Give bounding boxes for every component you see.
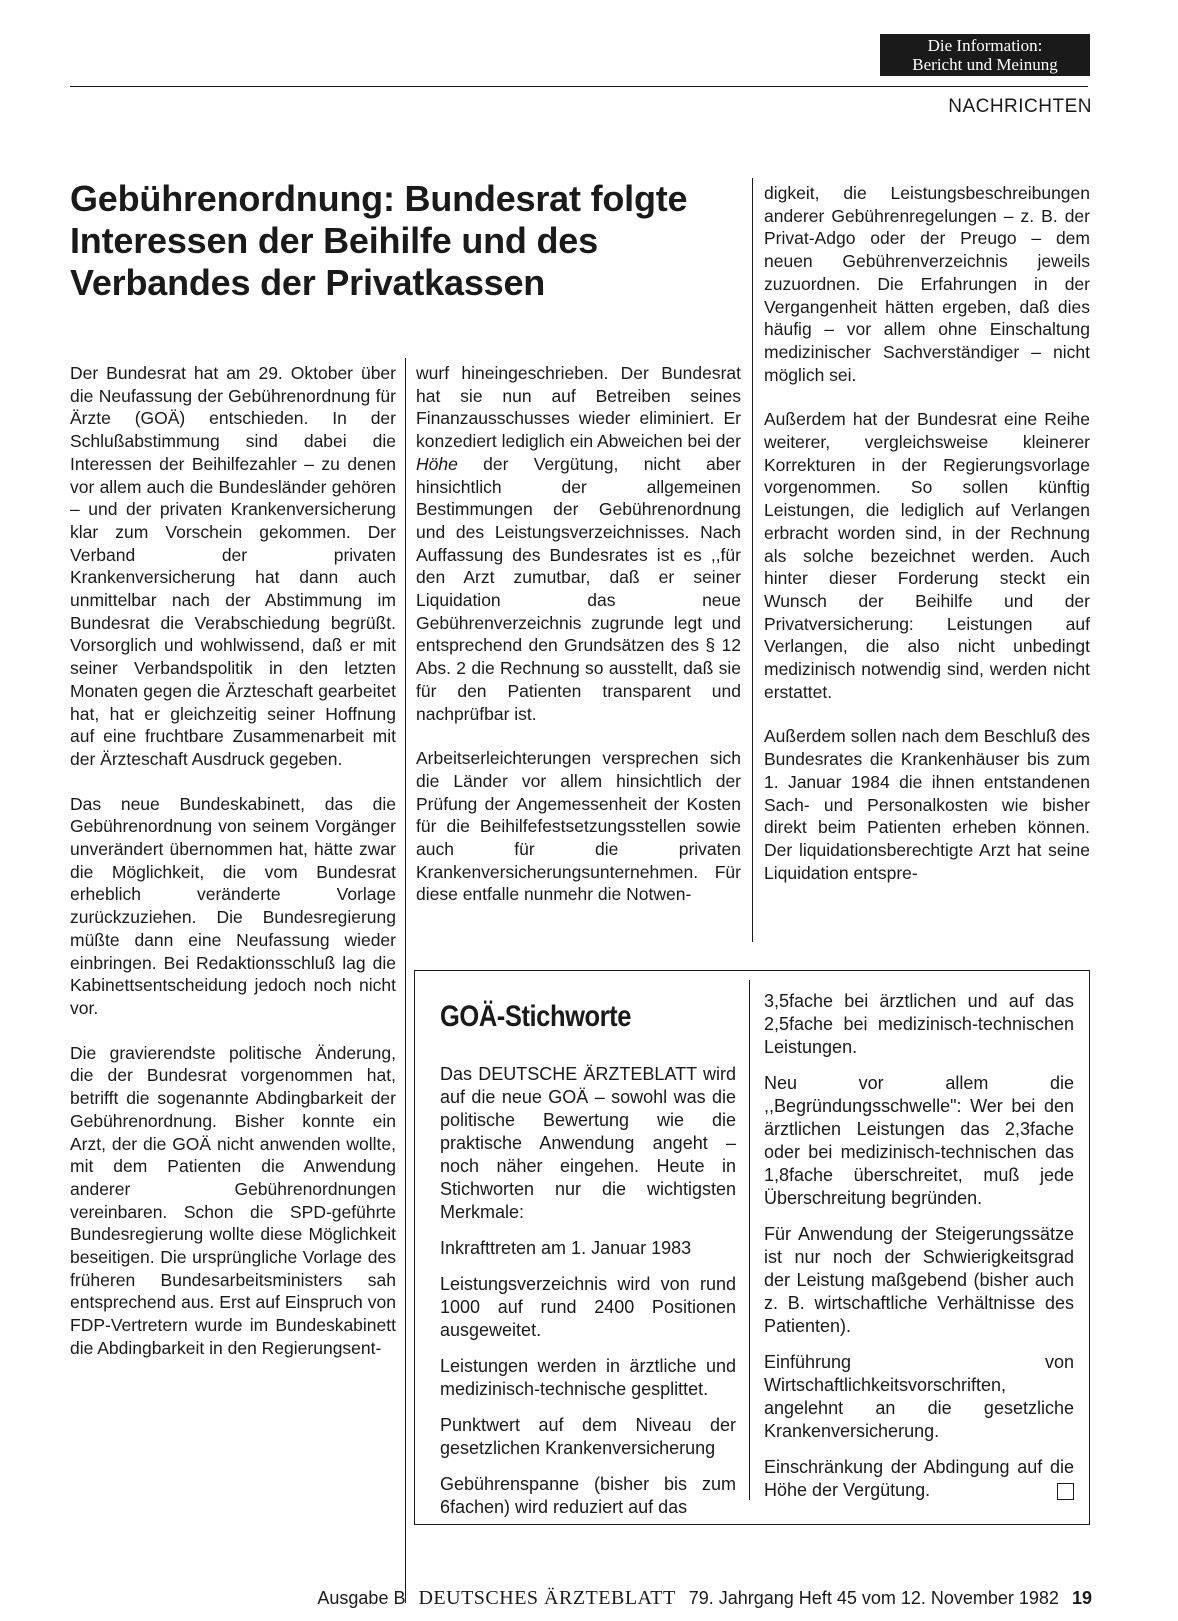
info-box-divider xyxy=(749,980,750,1500)
paragraph: Das neue Bundeskabinett, das die Gebührenordnung von seinem Vorgänger unverändert übernommen hat, hätte zwar die Möglichkeit, die vom Bundesrat erheblich veränderte Vorlage zurückzuziehen. Die Bundesregierung müßte dann eine Neufassung wieder einbringen. Bei Redaktionsschluß lag die Kabinettsentscheidung jedoch noch nicht vor. xyxy=(70,793,396,1018)
paragraph: Außerdem hat der Bundesrat eine Reihe weiterer, vergleichsweise kleinerer Korrekturen in der Regierungsvorlage vorgenommen. So sollen künftig Leistungen, die lediglich auf Verlangen erbracht worden sind, in der Rechnung als solche bezeichnet werden. Auch hinter dieser Forderung steckt ein Wunsch der Beihilfe und der Privatversicherung: Leistungen auf Verlangen, die also nicht unbedingt medizinisch notwendig sind, werden nicht erstattet. xyxy=(764,409,1090,702)
box-item: Inkrafttreten am 1. Januar 1983 xyxy=(440,1238,692,1258)
box-last-item-text: Einschränkung der Abdingung auf die Höhe der Vergütung. xyxy=(764,1457,1074,1500)
box-item: Das DEUTSCHE ÄRZTEBLATT wird auf die neue GOÄ – sowohl was die politische Bewertung wie die praktische Anwendung angeht – noch näher eingehen. Heute in Stichworten nur die wichtigsten Merkmale: xyxy=(440,1064,736,1222)
article-title: Gebührenordnung: Bundesrat folgte Interessen der Beihilfe und des Verbandes der Privatkassen xyxy=(70,178,688,303)
info-box-column-2 xyxy=(764,990,1074,1515)
category-tag-line1: Die Information: xyxy=(927,36,1043,55)
top-rule xyxy=(70,86,1088,87)
article-column-3 xyxy=(764,182,1090,906)
info-box-title: GOÄ-Stichworte xyxy=(440,1000,631,1033)
footer-edition: Ausgabe B xyxy=(317,1588,406,1608)
box-item: Leistungen werden in ärztliche und medizinisch-technische gesplittet. xyxy=(440,1356,736,1399)
paragraph: Außerdem sollen nach dem Beschluß des Bundesrates die Krankenhäuser bis zum 1. Januar 1984 die ihnen entstandenen Sach- und Personalkosten wie bisher direkt beim Patienten erheben können. Der liquidationsberechtigte Arzt hat seine Liquidation entspre- xyxy=(764,726,1090,883)
paragraph: Arbeitserleichterungen versprechen sich die Länder vor allem hinsichtlich der Prüfung der Angemessenheit der Kosten für die Beihilfefestsetzungsstellen sowie auch für die privaten Krankenversicherungsunternehmen. Für diese entfalle nunmehr die Notwen- xyxy=(416,748,741,905)
page-footer xyxy=(309,1587,1092,1610)
column-divider-1 xyxy=(405,358,406,1603)
paragraph: Die gravierendste politische Änderung, die der Bundesrat vorgenommen hat, betrifft die sogenannte Abdingbarkeit der Gebührenordnung. Bisher konnte ein Arzt, der die GOÄ nicht anwenden wollte, mit dem Patienten die Anwendung anderer Gebührenordnungen vereinbaren. Schon die SPD-geführte Bundesregierung wollte diese Möglichkeit beseitigen. Die ursprüngliche Vorlage des früheren Bundesarbeitsministers sah entsprechend aus. Erst auf Einspruch von FDP-Vertretern wurde im Bundeskabinett die Abdingbarkeit in den Regierungsent- xyxy=(70,1042,396,1358)
box-item: Einführung von Wirtschaftlichkeitsvorschriften, angelehnt an die gesetzliche Krankenversicherung. xyxy=(764,1352,1074,1441)
text-run: der Vergütung, nicht aber hinsichtlich der allgemeinen Bestimmungen der Gebührenordnung und des Leistungsverzeichnisses. Nach Auffassung des Bundesrates ist es ,,für den Arzt zumutbar, daß er seiner Liquidation das neue Gebührenverzeichnis zugrunde legt und entsprechend den Grundsätzen des § 12 Abs. 2 die Rechnung so ausstellt, daß sie für den Patienten transparent und nachprüfbar ist. xyxy=(416,453,741,724)
box-item: Gebührenspanne (bisher bis zum 6fachen) wird reduziert auf das xyxy=(440,1474,736,1517)
box-item: Punktwert auf dem Niveau der gesetzlichen Krankenversicherung xyxy=(440,1415,736,1458)
box-item: Für Anwendung der Steigerungssätze ist nur noch der Schwierigkeitsgrad der Leistung maßgebend (bisher auch z. B. wirtschaftliche Verhältnisse des Patienten). xyxy=(764,1224,1074,1336)
article-column-1 xyxy=(70,362,396,1382)
page-number: 19 xyxy=(1071,1588,1092,1608)
paragraph: digkeit, die Leistungsbeschreibungen anderer Gebührenregelungen – z. B. der Privat-Adgo oder der Preugo – dem neuen Gebührenverzeichnis jeweils zuzuordnen. Die Erfahrungen in der Vergangenheit hätten ergeben, daß dies häufig – vor allem ohne Einschaltung medizinischer Sachverständiger – nicht möglich sei. xyxy=(764,183,1090,385)
column-divider-2 xyxy=(752,178,753,942)
info-box-column-1 xyxy=(440,1063,736,1532)
box-item: Leistungsverzeichnis wird von rund 1000 auf rund 2400 Positionen ausgeweitet. xyxy=(440,1274,736,1340)
emphasis: Höhe xyxy=(416,453,458,474)
footer-issue: 79. Jahrgang Heft 45 vom 12. November 1982 xyxy=(688,1588,1059,1608)
box-item: 3,5fache bei ärztlichen und auf das 2,5fache bei medizinisch-technischen Leistungen. xyxy=(764,991,1074,1057)
box-item xyxy=(764,1456,1074,1502)
box-item: Neu vor allem die ,,Begründungsschwelle": Wer bei den ärztlichen Leistungen das 2,3fache oder bei medizinisch-technischen das 1,8fache überschreitet, muß jede Überschreitung begründen. xyxy=(764,1073,1074,1208)
paragraph: Der Bundesrat hat am 29. Oktober über die Neufassung der Gebührenordnung für Ärzte (GOÄ) entschieden. In der Schlußabstimmung sind dabei die Interessen der Beihilfezahler – zu denen vor allem auch die Bundesländer gehören – und der privaten Krankenversicherung klar zum Vorschein gekommen. Der Verband der privaten Krankenversicherung hat dann auch unmittelbar nach der Abstimmung im Bundesrat die Verabschiedung begrüßt. Vorsorglich und wohlwissend, daß er mit seiner Verbandspolitik in den letzten Monaten gegen die Ärzteschaft gearbeitet hat, hat er gleichzeitig seiner Hoffnung auf eine fruchtbare Zusammenarbeit mit der Ärzteschaft Ausdruck gegeben. xyxy=(70,363,396,769)
category-tag-line2: Bericht und Meinung xyxy=(912,55,1058,74)
paragraph xyxy=(416,362,741,725)
article-column-2 xyxy=(416,362,741,928)
end-mark-square-icon xyxy=(1057,1483,1074,1500)
section-label: NACHRICHTEN xyxy=(948,96,1092,117)
footer-journal: DEUTSCHES ÄRZTEBLATT xyxy=(418,1587,676,1609)
text-run: wurf hineingeschrieben. Der Bundesrat hat sie nun auf Betreiben seines Finanzausschusses wieder eliminiert. Er konzediert lediglich ein Abweichen bei der xyxy=(416,363,741,452)
category-tag xyxy=(880,34,1090,76)
